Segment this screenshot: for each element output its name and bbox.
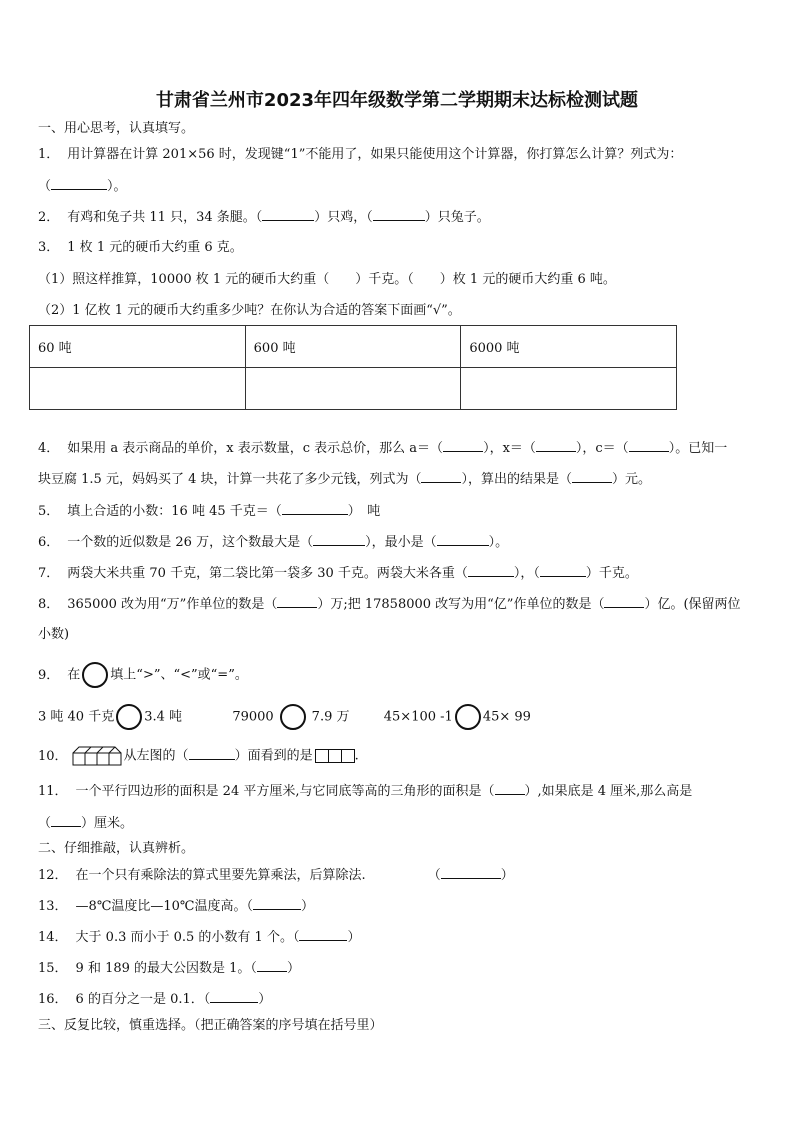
question-text: ）面看到的是 [234,748,313,764]
question-11-line-2 [38,814,133,833]
question-text: ），（ [513,566,540,581]
question-text: ）,如果底是 4 厘米,那么高是 [524,784,693,799]
question-number: 10． [38,748,68,764]
question-3 [38,239,243,257]
bracket-open: （ [427,868,441,883]
bracket-close: ） [300,899,314,914]
question-text: 如果用 a 表示商品的单价，x 表示数量，c 表示总价，那么 a＝（ [67,441,444,456]
question-text: 从左图的（ [123,748,189,764]
question-text: 一个数的近似数是 26 万，这个数最大是（ [67,535,314,550]
question-1-answer-line [38,177,127,196]
answer-blank[interactable] [437,533,489,546]
question-text: 365000 改为用“万”作单位的数是（ [67,597,278,612]
question-text: ）厘米。 [81,816,134,831]
section-1-heading: 一、用心思考，认真填写。 [38,121,195,136]
answer-blank[interactable] [443,439,483,452]
question-text: ）只鸡，（ [314,210,373,225]
question-number: 1． [38,147,60,162]
question-13 [38,897,314,916]
compare-left: 3 吨 40 千克 [38,709,115,725]
answer-blank[interactable] [572,470,612,483]
question-number: 4． [38,441,60,456]
answer-blank[interactable] [189,747,235,760]
question-number: 8． [38,597,60,612]
bracket-close: ）。 [107,179,127,194]
question-11 [38,782,692,801]
answer-blank[interactable] [210,990,258,1003]
answer-blank[interactable] [540,564,586,577]
question-5 [38,502,380,521]
bracket-close: ） [286,961,300,976]
question-number: 16． [38,992,68,1007]
question-6 [38,533,508,552]
question-number: 6． [38,535,60,550]
question-text: —8℃温度比—10℃温度高。（ [75,899,253,914]
question-text: ）千克。 [585,566,638,581]
question-number: 5． [38,504,60,519]
question-text: 填上合适的小数：16 吨 45 千克＝（ [67,504,282,519]
question-number: 12． [38,868,68,883]
compare-left: 79000 [232,709,274,725]
question-text: 在一个只有乘除法的算式里要先算乘法，后算除法. [75,868,366,883]
answer-blank[interactable] [536,439,576,452]
question-text: ），c＝（ [575,441,629,456]
question-text: 6 的百分之一是 0.1．（ [75,992,211,1007]
question-text: ），最小是（ [365,535,437,550]
bracket-close: ） [347,930,361,945]
answer-blank[interactable] [277,595,317,608]
question-text: ），x＝（ [483,441,536,456]
question-1 [38,146,682,164]
compare-circle[interactable] [455,704,481,730]
question-number: 7． [38,566,60,581]
answer-blank[interactable] [51,177,107,190]
answer-blank[interactable] [262,208,314,221]
question-text: ）亿。(保留两位 [644,597,741,612]
question-9 [38,662,248,688]
question-9-items [38,704,531,730]
question-number: 11． [38,784,68,799]
question-text: 一个平行四边形的面积是 24 平方厘米,与它同底等高的三角形的面积是（ [75,784,495,799]
bracket-close: ） [500,868,514,883]
section-3-heading: 三、反复比较，慎重选择。（把正确答案的序号填在括号里） [38,1018,383,1033]
question-text: 填上“>”、“<”或“=”。 [110,667,248,683]
answer-blank[interactable] [299,928,347,941]
question-4-line-2 [38,470,651,489]
option-600-tons: 600 吨 [245,326,461,368]
cubes-figure-icon [72,745,124,767]
compare-circle[interactable] [280,704,306,730]
page-title: 甘肃省兰州市2023年四年级数学第二学期期末达标检测试题 [155,90,639,111]
check-cell-6000[interactable] [461,368,677,410]
question-16 [38,990,271,1009]
three-squares-view-icon [315,749,355,763]
question-number: 14． [38,930,68,945]
question-text: 大于 0.3 而小于 0.5 的小数有 1 个。（ [75,930,300,945]
question-text: ）。已知一 [668,441,728,456]
question-text: ）。 [488,535,509,550]
bracket-open: （ [38,816,52,831]
answer-blank[interactable] [495,782,525,795]
question-number: 9． [38,667,60,683]
question-15 [38,959,300,978]
question-number: 3． [38,240,60,255]
question-number: 13． [38,899,68,914]
question-text: 1 枚 1 元的硬币大约重 6 克。 [67,240,243,255]
answer-blank[interactable] [257,959,287,972]
answer-blank[interactable] [282,502,348,515]
question-text: ）万;把 17858000 改写为用“亿”作单位的数是（ [317,597,605,612]
question-2 [38,208,490,227]
question-12 [38,866,514,885]
answer-options-table [29,325,677,410]
question-text: 用计算器在计算 201×56 时，发现键“1”不能用了，如果只能使用这个计算器，你打算怎么计算？列式为： [67,147,683,162]
question-14 [38,928,360,947]
question-text: ） 吨 [347,504,381,519]
question-text: ）只兔子。 [424,210,490,225]
answer-blank[interactable] [313,533,365,546]
section-2-heading: 二、仔细推敲，认真辨析。 [38,841,195,856]
circle-icon [82,662,108,688]
answer-blank[interactable] [51,814,81,827]
question-8-line-2: 小数) [38,627,70,642]
answer-blank[interactable] [421,470,461,483]
answer-blank[interactable] [441,866,501,879]
question-text: ）元。 [612,472,652,487]
question-text: 块豆腐 1.5 元，妈妈买了 4 块，计算一共花了多少元钱，列式为（ [38,472,422,487]
question-7 [38,564,638,583]
question-text: 9 和 189 的最大公因数是 1。（ [75,961,257,976]
check-cell-60[interactable] [30,368,246,410]
answer-blank[interactable] [468,564,514,577]
question-3-part-2: （2）1 亿枚 1 元的硬币大约重多少吨？在你认为合适的答案下面画“√”。 [38,303,461,318]
option-60-tons: 60 吨 [30,326,246,368]
answer-blank[interactable] [253,897,301,910]
question-10 [38,745,359,767]
compare-right: 3.4 吨 [144,709,183,725]
compare-circle[interactable] [116,704,142,730]
compare-left: 45×100 -1 [383,709,453,725]
compare-right: 45× 99 [482,709,531,725]
question-text: 在 [67,667,81,683]
question-8 [38,595,741,614]
option-6000-tons: 6000 吨 [461,326,677,368]
question-number: 2． [38,210,60,225]
question-number: 15． [38,961,68,976]
question-4 [38,439,727,458]
answer-blank[interactable] [629,439,669,452]
compare-right: 7.9 万 [311,709,350,725]
question-text: ），算出的结果是（ [461,472,572,487]
answer-blank[interactable] [604,595,644,608]
question-text: . [354,748,359,764]
bracket-open: （ [38,179,52,194]
check-cell-600[interactable] [245,368,461,410]
question-text: 有鸡和兔子共 11 只，34 条腿。（ [67,210,263,225]
question-3-part-1: （1）照这样推算，10000 枚 1 元的硬币大约重（ ）千克。（ ）枚 1 元的硬币大约重 6 吨。 [38,272,616,287]
question-text: 两袋大米共重 70 千克，第二袋比第一袋多 30 千克。两袋大米各重（ [67,566,468,581]
bracket-close: ） [258,992,272,1007]
answer-blank[interactable] [373,208,425,221]
